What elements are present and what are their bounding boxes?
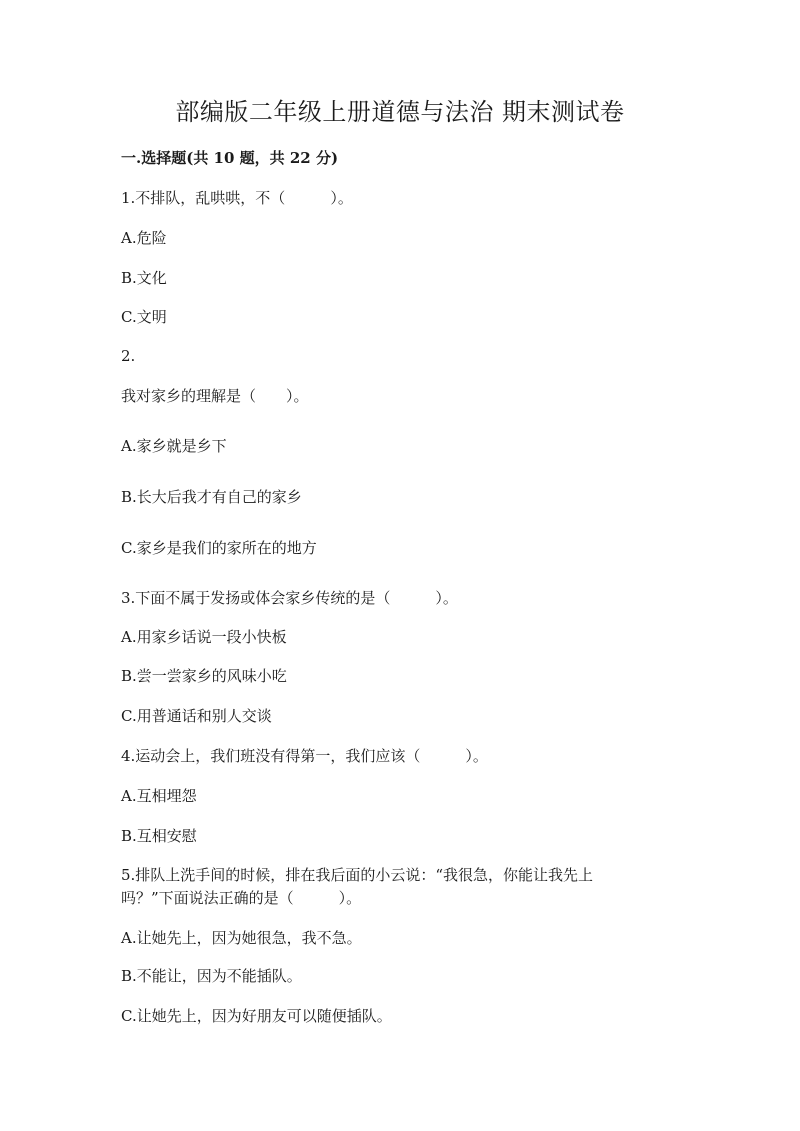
question-4-option-b: B.互相安慰 [121,827,197,845]
question-5-option-c: C.让她先上，因为好朋友可以随便插队。 [121,1007,392,1025]
question-4-stem: 4.运动会上，我们班没有得第一，我们应该（ ）。 [121,747,488,765]
question-5-stem-line-1: 5.排队上洗手间的时候，排在我后面的小云说：“我很急，你能让我先上 [121,866,593,884]
question-4-option-a: A.互相埋怨 [121,787,197,805]
question-2-option-c: C.家乡是我们的家所在的地方 [121,539,317,557]
question-1-stem: 1.不排队，乱哄哄，不（ ）。 [121,189,353,207]
question-3-option-a: A.用家乡话说一段小快板 [121,628,287,646]
question-5-stem-line-2: 吗？”下面说法正确的是（ ）。 [121,889,362,907]
section-heading: 一.选择题(共 10 题，共 22 分) [121,149,339,167]
question-5-option-b: B.不能让，因为不能插队。 [121,967,302,985]
page-title: 部编版二年级上册道德与法治 期末测试卷 [175,98,625,126]
question-5-option-a: A.让她先上，因为她很急，我不急。 [121,929,362,947]
question-2-option-b: B.长大后我才有自己的家乡 [121,488,302,506]
question-2-option-a: A.家乡就是乡下 [121,437,227,455]
question-1-option-a: A.危险 [121,229,167,247]
question-3-stem: 3.下面不属于发扬或体会家乡传统的是（ ）。 [121,589,458,607]
question-3-option-b: B.尝一尝家乡的风味小吃 [121,667,287,685]
question-3-option-c: C.用普通话和别人交谈 [121,707,272,725]
question-1-option-b: B.文化 [121,269,167,287]
question-2-number: 2. [121,347,136,365]
question-2-stem: 我对家乡的理解是（ ）。 [121,387,309,405]
question-1-option-c: C.文明 [121,308,167,326]
